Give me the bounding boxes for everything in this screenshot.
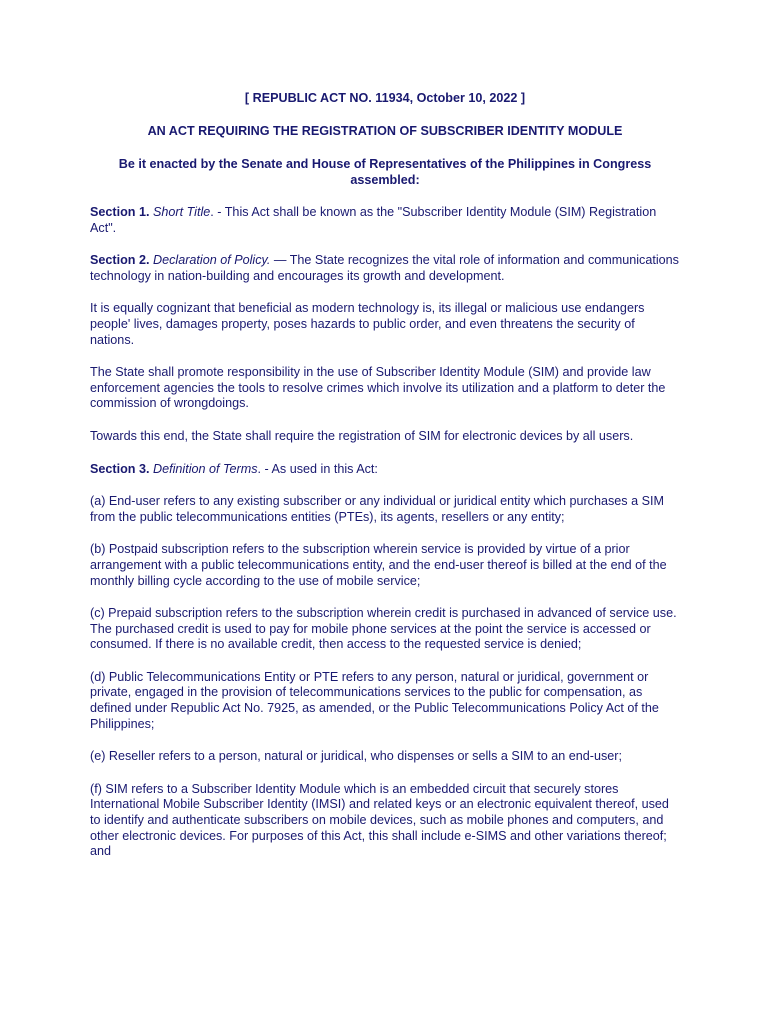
- section-3-text: . - As used in this Act:: [257, 461, 378, 476]
- definition-sim: (f) SIM refers to a Subscriber Identity Module which is an embedded circuit that securely stores International Mobile Subscriber Identity (IMSI) and related keys or an electronic equivalent thereof, used to identify and authenticate subscribers on mobile devices, such as mobile phones and computers, and other electronic devices. For purposes of this Act, this shall include e-SIMS and other variations thereof; and: [90, 781, 669, 859]
- act-title: AN ACT REQUIRING THE REGISTRATION OF SUBSCRIBER IDENTITY MODULE: [147, 124, 623, 138]
- section-2-paragraph: It is equally cognizant that beneficial as modern technology is, its illegal or malicious use endangers people' lives, damages property, poses hazards to public order, and even threatens the security of nations.: [90, 301, 645, 347]
- section-1-title: Short Title: [153, 205, 211, 219]
- definition-end-user: (a) End-user refers to any existing subscriber or any individual or juridical entity which purchases a SIM from the public telecommunications entities (PTEs), its agents, resellers or any entity;: [90, 494, 664, 524]
- enacting-clause: Be it enacted by the Senate and House of Representatives of the Philippines in Congress assembled:: [118, 157, 652, 187]
- section-3-title: Definition of Terms: [153, 461, 258, 476]
- section-1-label: Section 1.: [90, 205, 150, 219]
- section-2-label: Section 2.: [90, 253, 150, 268]
- section-2-paragraph: Towards this end, the State shall require the registration of SIM for electronic devices by all users.: [90, 428, 634, 443]
- document-page: [90, 90, 680, 877]
- section-2-title: Declaration of Policy.: [153, 253, 271, 268]
- definition-prepaid-subscription: (c) Prepaid subscription refers to the subscription wherein credit is purchased in advanced of service use. The purchased credit is used to pay for mobile phone services at the point the service is accessed or consumed. If there is no available credit, then access to the requested service is denied;: [90, 606, 677, 652]
- section-2-text: — The State recognizes the vital role of information and communications technology in nation-building and encourages its growth and development.: [90, 253, 679, 283]
- definition-pte: (d) Public Telecommunications Entity or PTE refers to any person, natural or juridical, government or private, engaged in the provision of telecommunications services to the public for compensation, as defined under Republic Act No. 7925, as amended, or the Public Telecommunications Policy Act of the Philippines;: [90, 669, 659, 731]
- definition-reseller: (e) Reseller refers to a person, natural or juridical, who dispenses or sells a SIM to an end-user;: [90, 749, 622, 764]
- section-2: [90, 253, 680, 284]
- section-2-paragraph: The State shall promote responsibility in the use of Subscriber Identity Module (SIM) and provide law enforcement agencies the tools to resolve crimes which involve its utilization and a platform to deter the commission of wrongdoings.: [90, 365, 666, 411]
- section-1: [90, 205, 680, 236]
- definition-postpaid-subscription: (b) Postpaid subscription refers to the subscription wherein service is provided by virtue of a prior arrangement with a public telecommunications entity, and the end-user thereof is billed at the end of the monthly billing cycle according to the use of mobile service;: [90, 542, 667, 588]
- section-3-label: Section 3.: [90, 461, 150, 476]
- section-3: [90, 462, 680, 478]
- republic-act-number: [ REPUBLIC ACT NO. 11934, October 10, 2022 ]: [244, 91, 526, 105]
- section-1-text: . - This Act shall be known as the "Subscriber Identity Module (SIM) Registration Act".: [90, 205, 657, 235]
